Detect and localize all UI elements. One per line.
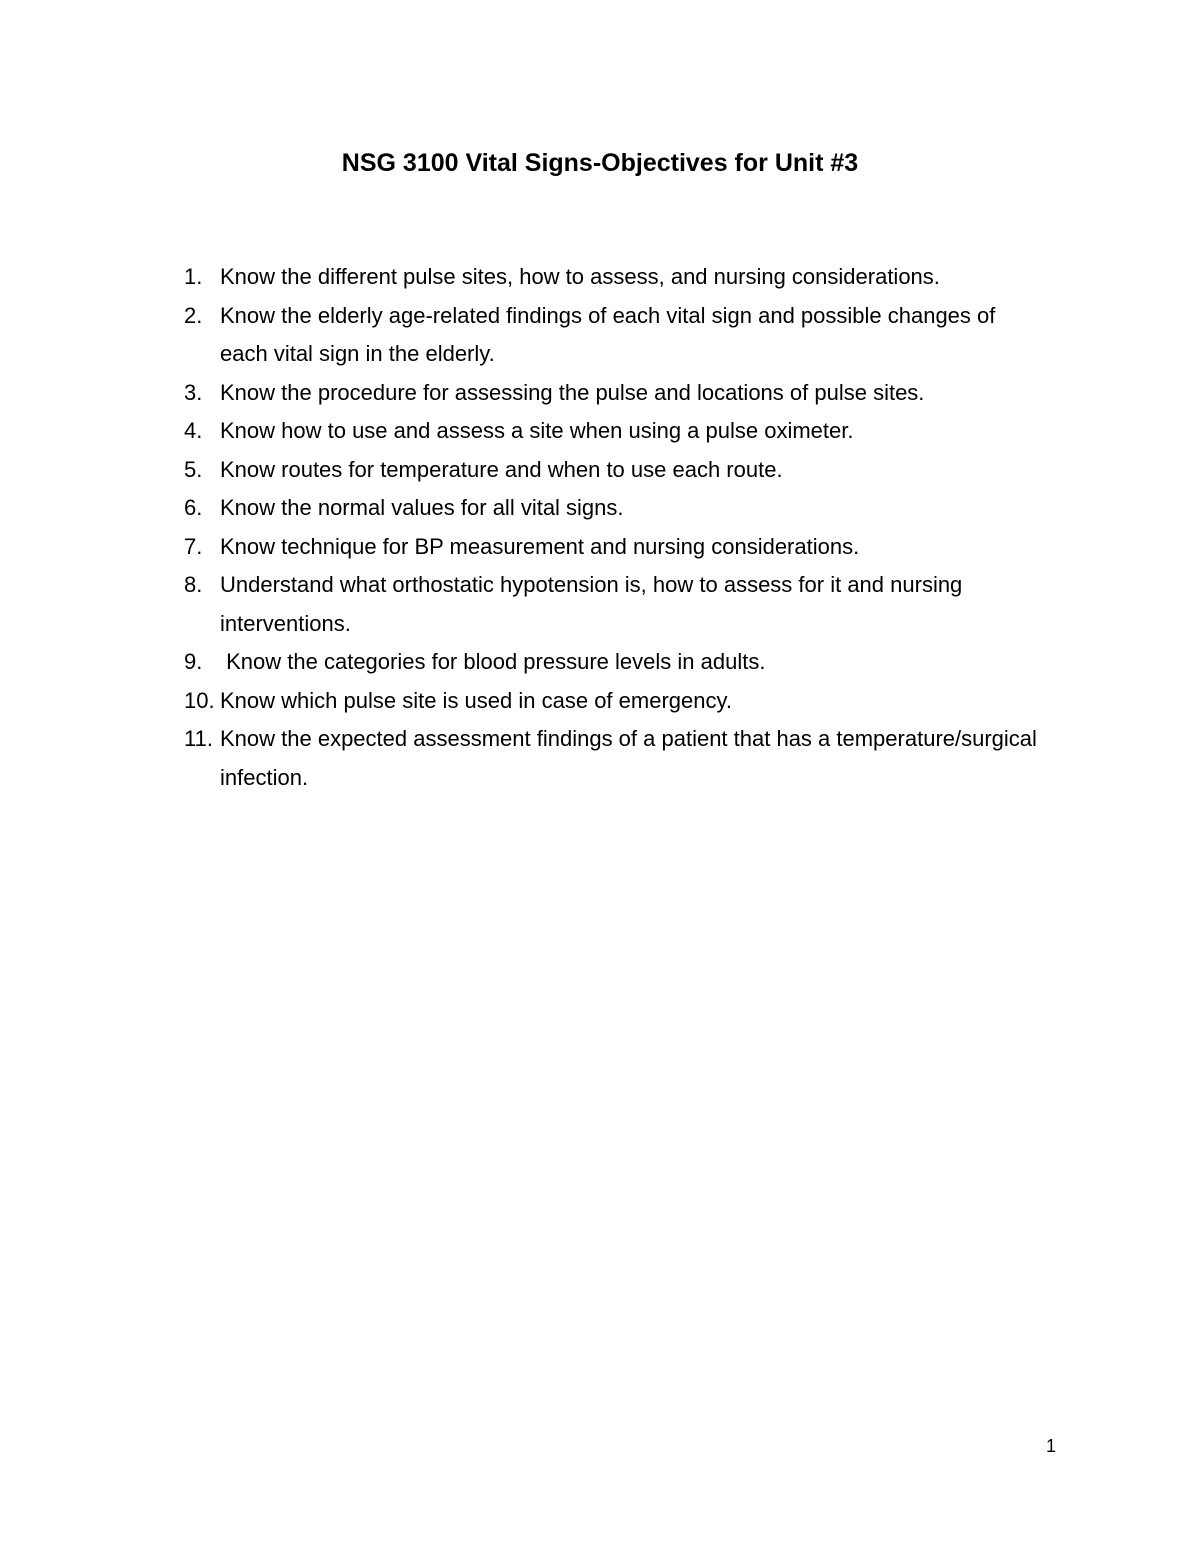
objective-text: Know technique for BP measurement and nursing considerations.: [220, 533, 860, 559]
objective-item: [184, 643, 1044, 682]
objective-item: [184, 720, 1044, 797]
objective-item: [184, 374, 1044, 413]
objective-text: Know the procedure for assessing the pulse and locations of pulse sites.: [220, 379, 925, 405]
objective-number: 9.: [184, 649, 203, 674]
objective-text: Know the different pulse sites, how to assess, and nursing considerations.: [220, 264, 940, 289]
objective-text: Know which pulse site is used in case of emergency.: [220, 687, 732, 713]
objective-item: [184, 528, 1044, 567]
objective-item: [184, 682, 1044, 721]
objective-text: Understand what orthostatic hypotension is, how to assess for it and nursing interventions.: [220, 572, 963, 636]
objective-text: Know the normal values for all vital signs.: [220, 495, 624, 520]
page-title: NSG 3100 Vital Signs-Objectives for Unit #3: [341, 149, 859, 177]
objective-number: 6.: [184, 495, 203, 520]
objective-number: 11.: [184, 726, 213, 751]
objective-text: Know routes for temperature and when to use each route.: [220, 456, 783, 482]
page-number: 1: [1045, 1436, 1056, 1456]
objective-number: 7.: [184, 533, 203, 559]
objective-text: Know the elderly age-related findings of each vital sign and possible changes of each vital sign in the elderly.: [220, 302, 996, 366]
objective-item: [184, 258, 1044, 297]
objectives-list: [184, 258, 1044, 797]
objective-item: [184, 412, 1044, 451]
objective-number: 3.: [184, 379, 203, 405]
objective-text: Know the expected assessment findings of a patient that has a temperature/surgical infection.: [220, 726, 1037, 790]
objective-number: 10.: [184, 687, 215, 713]
objective-number: 4.: [184, 418, 203, 443]
objective-item: [184, 451, 1044, 490]
objective-text: Know how to use and assess a site when using a pulse oximeter.: [220, 418, 854, 443]
objective-item: [184, 297, 1044, 374]
objective-item: [184, 489, 1044, 528]
objective-number: 8.: [184, 572, 203, 597]
objective-text: Know the categories for blood pressure levels in adults.: [220, 649, 766, 674]
objective-number: 2.: [184, 302, 203, 328]
objective-item: [184, 566, 1044, 643]
objective-number: 1.: [184, 264, 203, 289]
objective-number: 5.: [184, 456, 203, 482]
